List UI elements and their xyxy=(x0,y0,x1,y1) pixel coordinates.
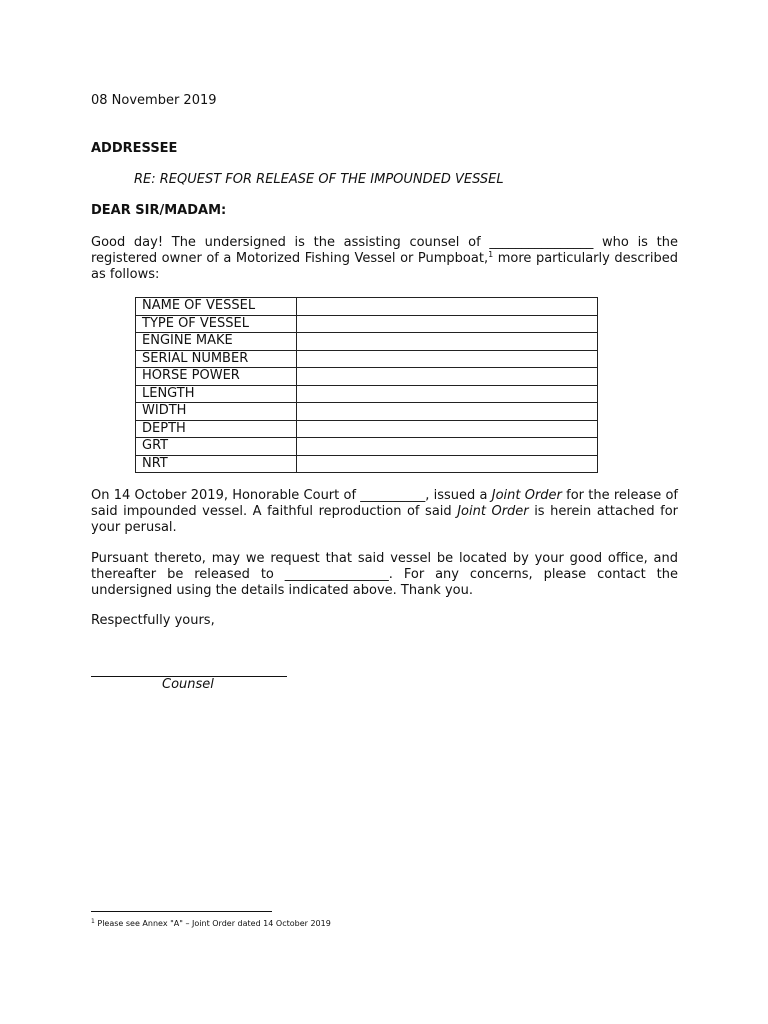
subject-line: RE: REQUEST FOR RELEASE OF THE IMPOUNDED VESSEL xyxy=(134,172,504,187)
footnote-separator xyxy=(91,911,272,912)
row-label: TYPE OF VESSEL xyxy=(136,315,297,333)
intro-paragraph xyxy=(91,235,678,283)
row-label: SERIAL NUMBER xyxy=(136,350,297,368)
footnote xyxy=(91,919,331,928)
row-label: NRT xyxy=(136,455,297,473)
letter-date: 08 November 2019 xyxy=(91,93,217,108)
table-row xyxy=(136,420,598,438)
table-row xyxy=(136,438,598,456)
row-value xyxy=(297,333,598,351)
row-value xyxy=(297,403,598,421)
order-text-3: for the release of said impounded vessel. A faithful reproduction of said xyxy=(91,488,678,519)
intro-text-3: more particularly described as follows: xyxy=(91,251,678,282)
table-row xyxy=(136,298,598,316)
order-text-2: , issued a xyxy=(425,488,492,503)
signature-title: Counsel xyxy=(162,677,214,692)
footnote-number: 1 xyxy=(91,918,95,925)
joint-order-term: Joint Order xyxy=(491,488,562,503)
joint-order-term: Joint Order xyxy=(457,504,529,519)
joint-order-paragraph xyxy=(91,488,678,536)
release-to-blank: ________________ xyxy=(284,567,389,582)
footnote-text: Please see Annex "A" – Joint Order dated 14 October 2019 xyxy=(94,919,331,928)
addressee-heading: ADDRESSEE xyxy=(91,141,178,156)
row-label: GRT xyxy=(136,438,297,456)
vessel-details-table xyxy=(135,297,598,473)
intro-text-1: Good day! The undersigned is the assisting counsel of xyxy=(91,235,490,250)
request-text-1: Pursuant thereto, may we request that said vessel be located by your good office, and thereafter be released to xyxy=(91,551,678,582)
footnote-ref: 1 xyxy=(488,250,494,259)
closing: Respectfully yours, xyxy=(91,613,215,628)
row-value xyxy=(297,315,598,333)
row-label: WIDTH xyxy=(136,403,297,421)
court-blank: __________ xyxy=(360,488,426,503)
row-value xyxy=(297,368,598,386)
row-label: DEPTH xyxy=(136,420,297,438)
row-label: LENGTH xyxy=(136,385,297,403)
table-row xyxy=(136,315,598,333)
row-value xyxy=(297,385,598,403)
row-value xyxy=(297,455,598,473)
request-text-2: . For any concerns, please contact the undersigned using the details indicated above. Thank you. xyxy=(91,567,678,598)
owner-blank: ________________ xyxy=(489,235,594,250)
row-value xyxy=(297,420,598,438)
salutation: DEAR SIR/MADAM: xyxy=(91,203,227,218)
request-paragraph xyxy=(91,551,678,599)
table-row xyxy=(136,368,598,386)
row-label: NAME OF VESSEL xyxy=(136,298,297,316)
table-row xyxy=(136,350,598,368)
table-row xyxy=(136,403,598,421)
order-text-1: On 14 October 2019, Honorable Court of xyxy=(91,488,361,503)
table-row xyxy=(136,385,598,403)
table-row xyxy=(136,333,598,351)
row-value xyxy=(297,350,598,368)
order-text-4: is herein attached for your perusal. xyxy=(91,504,678,535)
intro-text-2: who is the registered owner of a Motorized Fishing Vessel or Pumpboat, xyxy=(91,235,678,266)
row-value xyxy=(297,298,598,316)
row-label: HORSE POWER xyxy=(136,368,297,386)
row-label: ENGINE MAKE xyxy=(136,333,297,351)
table-row xyxy=(136,455,598,473)
row-value xyxy=(297,438,598,456)
